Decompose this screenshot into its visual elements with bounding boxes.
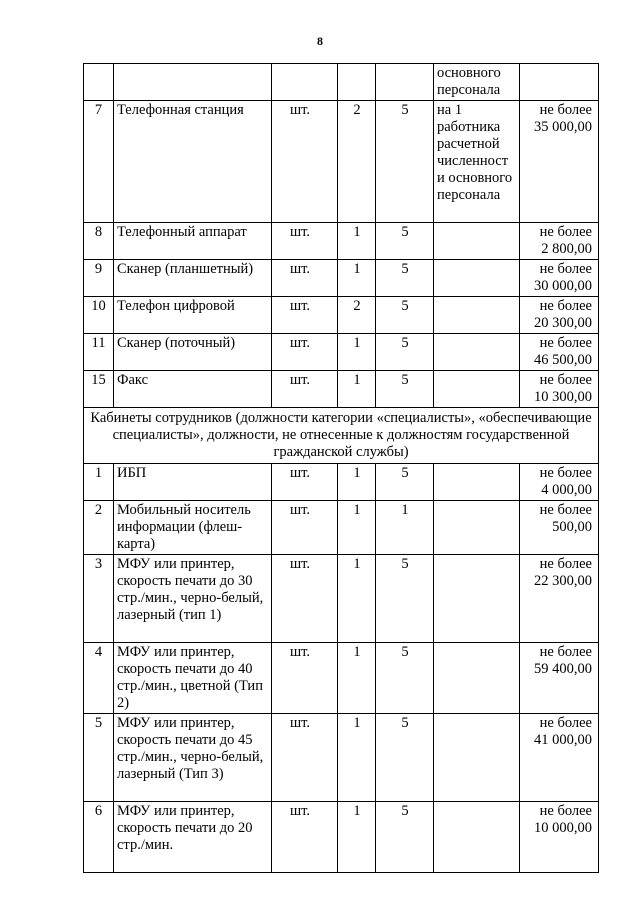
unit-cell: шт. xyxy=(272,260,338,297)
table-row xyxy=(84,555,599,643)
table-row xyxy=(84,371,599,408)
section-heading-row xyxy=(84,408,599,464)
price-cell xyxy=(520,371,599,408)
table-row xyxy=(84,101,599,223)
row-number: 4 xyxy=(84,643,114,714)
price-value: 10 300,00 xyxy=(534,389,592,405)
price-cell xyxy=(520,643,599,714)
norm-cell xyxy=(434,501,520,555)
price-prefix: не более xyxy=(539,502,592,518)
row-number: 1 xyxy=(84,464,114,501)
item-name: Телефон цифровой xyxy=(114,297,272,334)
table-row xyxy=(84,334,599,371)
row-number: 5 xyxy=(84,714,114,802)
price-cell xyxy=(520,334,599,371)
unit-cell: шт. xyxy=(272,334,338,371)
price-cell xyxy=(520,555,599,643)
quantity-cell: 1 xyxy=(338,260,376,297)
price-prefix: не более xyxy=(539,298,592,314)
price-cell xyxy=(520,64,599,101)
table-row xyxy=(84,464,599,501)
row-number: 3 xyxy=(84,555,114,643)
norm-cell: на 1 работника расчетной численност и основного персонала xyxy=(434,101,520,223)
row-number: 2 xyxy=(84,501,114,555)
price-value: 46 500,00 xyxy=(534,352,592,368)
service-years-cell: 5 xyxy=(376,101,434,223)
row-number: 15 xyxy=(84,371,114,408)
price-value: 10 000,00 xyxy=(534,820,592,836)
price-value: 500,00 xyxy=(552,519,592,535)
item-name: МФУ или принтер, скорость печати до 20 стр./мин. xyxy=(114,802,272,873)
norm-cell: основного персонала xyxy=(434,64,520,101)
price-value: 35 000,00 xyxy=(534,119,592,135)
table-row xyxy=(84,802,599,873)
unit-cell: шт. xyxy=(272,101,338,223)
quantity-cell: 1 xyxy=(338,802,376,873)
unit-cell: шт. xyxy=(272,223,338,260)
unit-cell: шт. xyxy=(272,371,338,408)
norm-cell xyxy=(434,802,520,873)
service-years-cell: 5 xyxy=(376,297,434,334)
item-name: ИБП xyxy=(114,464,272,501)
quantity-cell: 1 xyxy=(338,223,376,260)
item-name: МФУ или принтер, скорость печати до 30 стр./мин., черно-белый, лазерный (тип 1) xyxy=(114,555,272,643)
service-years-cell: 5 xyxy=(376,371,434,408)
unit-cell: шт. xyxy=(272,802,338,873)
service-years-cell: 5 xyxy=(376,464,434,501)
price-value: 22 300,00 xyxy=(534,573,592,589)
price-value: 4 000,00 xyxy=(541,482,592,498)
equipment-table xyxy=(83,63,599,873)
service-years-cell: 5 xyxy=(376,802,434,873)
quantity-cell: 1 xyxy=(338,334,376,371)
quantity-cell: 1 xyxy=(338,714,376,802)
unit-cell: шт. xyxy=(272,501,338,555)
price-cell xyxy=(520,464,599,501)
item-name: МФУ или принтер, скорость печати до 45 стр./мин., черно-белый, лазерный (Тип 3) xyxy=(114,714,272,802)
quantity-cell: 1 xyxy=(338,464,376,501)
equipment-table-sheet xyxy=(83,63,598,873)
price-prefix: не более xyxy=(539,465,592,481)
price-prefix: не более xyxy=(539,803,592,819)
price-cell xyxy=(520,501,599,555)
quantity-cell: 1 xyxy=(338,643,376,714)
item-name: Телефонный аппарат xyxy=(114,223,272,260)
price-prefix: не более xyxy=(539,644,592,660)
service-years-cell xyxy=(376,64,434,101)
price-value: 20 300,00 xyxy=(534,315,592,331)
table-row xyxy=(84,297,599,334)
row-number: 9 xyxy=(84,260,114,297)
price-prefix: не более xyxy=(539,556,592,572)
row-number: 6 xyxy=(84,802,114,873)
item-name: Телефонная станция xyxy=(114,101,272,223)
table-row xyxy=(84,223,599,260)
price-value: 30 000,00 xyxy=(534,278,592,294)
item-name: Сканер (поточный) xyxy=(114,334,272,371)
service-years-cell: 5 xyxy=(376,223,434,260)
price-value: 41 000,00 xyxy=(534,732,592,748)
price-prefix: не более xyxy=(539,335,592,351)
price-cell xyxy=(520,101,599,223)
unit-cell: шт. xyxy=(272,464,338,501)
table-row xyxy=(84,643,599,714)
unit-cell xyxy=(272,64,338,101)
table-body-top xyxy=(84,64,599,408)
item-name: Факс xyxy=(114,371,272,408)
item-name xyxy=(114,64,272,101)
unit-cell: шт. xyxy=(272,555,338,643)
service-years-cell: 5 xyxy=(376,555,434,643)
section-heading: Кабинеты сотрудников (должности категории «специалисты», «обеспечивающие специалисты», должности, не отнесенные к должностям государственной гражданской службы) xyxy=(84,408,599,464)
price-prefix: не более xyxy=(539,261,592,277)
table-row xyxy=(84,64,599,101)
unit-cell: шт. xyxy=(272,643,338,714)
item-name: Сканер (планшетный) xyxy=(114,260,272,297)
quantity-cell: 1 xyxy=(338,501,376,555)
price-cell xyxy=(520,223,599,260)
norm-cell xyxy=(434,371,520,408)
quantity-cell: 2 xyxy=(338,101,376,223)
norm-cell xyxy=(434,334,520,371)
table-row xyxy=(84,714,599,802)
price-prefix: не более xyxy=(539,224,592,240)
norm-cell xyxy=(434,714,520,802)
price-cell xyxy=(520,297,599,334)
price-value: 2 800,00 xyxy=(541,241,592,257)
unit-cell: шт. xyxy=(272,714,338,802)
service-years-cell: 5 xyxy=(376,334,434,371)
price-cell xyxy=(520,714,599,802)
quantity-cell: 1 xyxy=(338,371,376,408)
price-prefix: не более xyxy=(539,715,592,731)
quantity-cell: 1 xyxy=(338,555,376,643)
table-row xyxy=(84,260,599,297)
table-row xyxy=(84,501,599,555)
page-number: 8 xyxy=(317,34,323,48)
service-years-cell: 5 xyxy=(376,643,434,714)
service-years-cell: 5 xyxy=(376,260,434,297)
row-number: 11 xyxy=(84,334,114,371)
service-years-cell: 1 xyxy=(376,501,434,555)
price-prefix: не более xyxy=(539,102,592,118)
price-value: 59 400,00 xyxy=(534,661,592,677)
norm-cell xyxy=(434,297,520,334)
norm-cell xyxy=(434,223,520,260)
item-name: МФУ или принтер, скорость печати до 40 стр./мин., цветной (Тип 2) xyxy=(114,643,272,714)
norm-cell xyxy=(434,555,520,643)
quantity-cell xyxy=(338,64,376,101)
norm-cell xyxy=(434,260,520,297)
row-number: 7 xyxy=(84,101,114,223)
row-number: 8 xyxy=(84,223,114,260)
table-body-bottom xyxy=(84,464,599,873)
price-cell xyxy=(520,802,599,873)
section-heading-body xyxy=(84,408,599,464)
price-cell xyxy=(520,260,599,297)
quantity-cell: 2 xyxy=(338,297,376,334)
row-number xyxy=(84,64,114,101)
norm-cell xyxy=(434,643,520,714)
item-name: Мобильный носитель информации (флеш-карта) xyxy=(114,501,272,555)
service-years-cell: 5 xyxy=(376,714,434,802)
norm-cell xyxy=(434,464,520,501)
unit-cell: шт. xyxy=(272,297,338,334)
row-number: 10 xyxy=(84,297,114,334)
price-prefix: не более xyxy=(539,372,592,388)
